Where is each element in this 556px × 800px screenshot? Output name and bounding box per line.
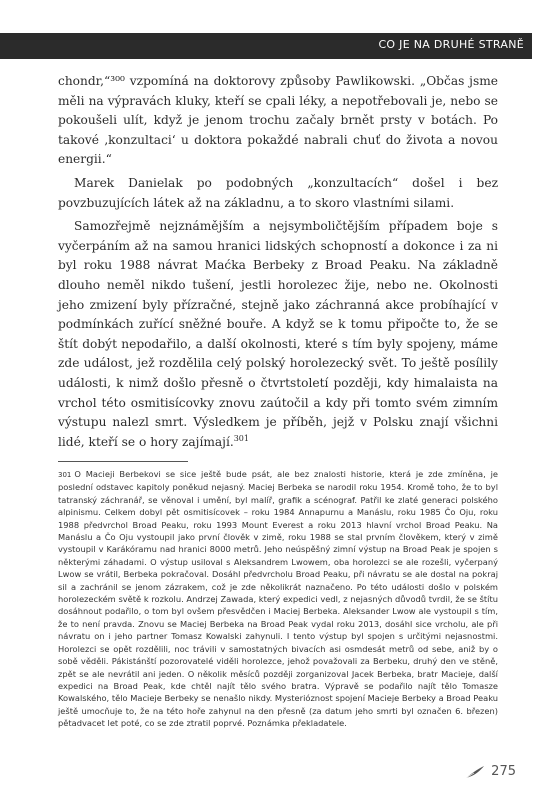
body-paragraph-text: Samozřejmě nejznámějším a nejsymboličtějším případem boje s vyčerpáním až na samou hranici lidských schopností a dokonce i za ni byl roku 1988 návrat Maćka Berbeky z Broad Peaku. Na základně dlouho neměl nikdo tušení, jestli horolezec žije, nebo ne. Okolnosti jeho zmizení byly přízračné, stejně jako záchranná akce probíhající v podmínkách zuřící sněžné bouře. A když se k tomu připočte to, že se štít dobýt nepodařilo, a další okolnosti, které s tím byly spojeny, máme zde událost, jež rozdělila celý polský horolezecký svět. To ještě posílily události, k nimž došlo přesně o čtvrtstoletí později, kdy himalaista na vrchol této osmitisícovky znovu zaútočil a kdy při tomto svém zimním výstupu nalezl smrt. Výsledkem je příběh, jejž v Polsku znají všichni lidé, kteří se o hory zajímají. [58,219,498,449]
body-paragraph: chondr,“³⁰⁰ vzpomíná na doktorovy způsoby Pawlikowski. „Občas jsme měli na výpravách kluky, kteří se cpali léky, a nepotřebovali je, nebo se pokoušeli ulít, když je jenom trochu začaly brnět prsty v botách. Po takové ‚konzultaci‘ u doktora pokaždé nabrali chuť do života a novou energii.“ [58,74,498,167]
footnote-text: O Macieji Berbekovi se sice ještě bude psát, ale bez znalosti historie, která je zde zmíněna, je poslední odstavec kapitoly poněkud nejasný. Maciej Berbeka se narodil roku 1954. Kromě toho, že to byl tatranský záchranář, se věnoval i umění, byl malíř, grafik a scénograf. Patřil ke zlaté generaci polského alpinismu. Celkem dobyl pět osmitisícovek – roku 1984 Annapurnu a Manáslu, roku 1985 Čo Oju, roku 1988 předvrchol Broad Peaku, roku 1993 Mount Everest a roku 2013 hlavní vrchol Broad Peaku. Na Manáslu a Čo Oju vystoupil jako první člověk v zimě, roku 1988 se stal prvním člověkem, který v zimě vystoupil v Karákóramu nad hranici 8000 metrů. Jeho neúspěšný zimní výstup na Broad Peak je spojen s některými záhadami. O výstup usiloval s Aleksandrem Lwowem, oba horolezci se ale rozešli, vyčerpaný Lwow se vrátil, Berbeka pokračoval. Dosáhl předvrcholu Broad Peaku, při návratu se ale dostal na pokraj sil a zachránil se jenom zázrakem, což je zde několikrát naznačeno. Po této události došlo v polském horolezeckém světě k rozkolu. Andrzej Zawada, který expedici vedl, z nejasných důvodů tvrdil, že se štítu dosáhnout podařilo, o tom byl ovšem přesvědčen i Maciej Berbeka. Aleksander Lwow ale vystoupil s tím, že to není pravda. Znovu se Maciej Berbeka na Broad Peak vydal roku 2013, dosáhl sice vrcholu, ale při návratu on i jeho partner Tomasz Kowalski zahynuli. I tento výstup byl spojen s určitými nejasnostmi. Horolezci se opět rozdělili, noc trávili v samostatných bivacích asi osmdesát metrů od sebe, aniž by o sobě věděli. Pákistánští pozorovatelé viděli horolezce, jehož považovali za Berbeku, druhý den ve stěně, zpět se ale nevrátil ani jeden. O několik měsíců později zorganizoval Jacek Berbeka, bratr Macieje, další expedici na Broad Peak, kde chtěl najít tělo svého bratra. Výpravě se podařilo najít tělo Tomasze Kowalského, tělo Macieje Berbeky se nenašlo nikdy. Mysterióznost spojení Macieje Berbeky a Broad Peaku ještě umocňuje to, že na této hoře zahynul na den přesně (za datum jeho smrti byl označen 6. březen) pětadvacet let poté, co se zde ztratil poprvé. Poznámka překladatele. [58,469,498,729]
page-number: 275 [491,764,516,779]
folio [465,764,516,779]
running-header-title: CO JE NA DRUHÉ STRANĚ [378,38,524,51]
quill-icon [465,765,485,779]
body-text [58,72,498,456]
footnote [58,468,498,730]
footnote-number: 301 [58,471,72,479]
footnote-reference: 301 [233,433,249,443]
footnote-separator [58,461,188,462]
body-paragraph [58,217,498,452]
body-paragraph: Marek Danielak po podobných „konzultacích“ došel i bez povzbuzujících látek až na základnu, a to skoro vlastními silami. [58,175,498,210]
